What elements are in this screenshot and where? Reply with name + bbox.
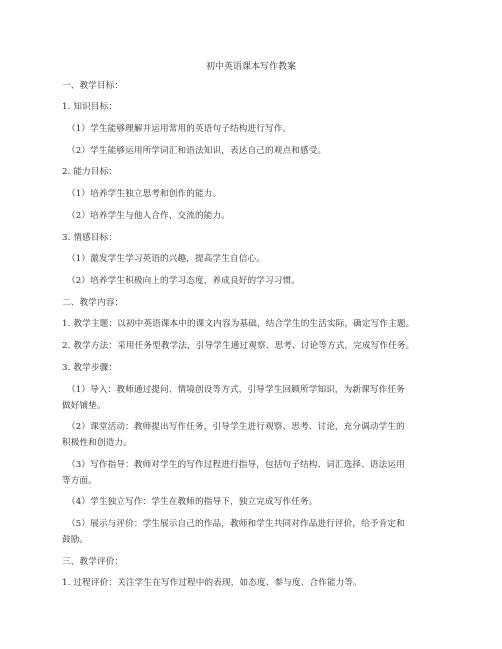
- text-line: 积极性和创造力。: [62, 438, 132, 448]
- text-line: 1. 教学主题：以初中英语课本中的课文内容为基础，结合学生的生活实际，确定写作主题。: [62, 319, 415, 329]
- text-line: （2）培养学生与他人合作、交流的能力。: [67, 211, 231, 221]
- section-heading-objectives: 一、教学目标：: [62, 81, 124, 91]
- document-title: 初中英语课本写作教案: [205, 62, 296, 72]
- subheading-knowledge: 1. 知识目标：: [62, 102, 118, 112]
- text-line: 鼓励。: [62, 535, 89, 545]
- text-line: （2）学生能够运用所学词汇和语法知识，表达自己的观点和感受。: [67, 146, 327, 156]
- text-line: 做好铺垫。: [62, 401, 106, 411]
- text-line: 2. 教学方法：采用任务型教学法，引导学生通过观察、思考、讨论等方式，完成写作任务。: [62, 341, 415, 351]
- section-heading-content: 二、教学内容：: [62, 298, 124, 308]
- text-line: （3）写作指导：教师对学生的写作过程进行指导，包括句子结构、词汇选择、语法运用: [67, 460, 405, 470]
- section-heading-evaluation: 三、教学评价：: [62, 557, 124, 567]
- text-line: （4）学生独立写作：学生在教师的指导下，独立完成写作任务。: [67, 497, 318, 507]
- text-line: （1）激发学生学习英语的兴趣，提高学生自信心。: [67, 254, 265, 264]
- subheading-ability: 2. 能力目标：: [62, 167, 118, 177]
- text-line: 1. 过程评价：关注学生在写作过程中的表现，如态度、参与度、合作能力等。: [62, 578, 362, 588]
- text-line: （1）学生能够理解并运用常用的英语句子结构进行写作。: [67, 124, 292, 134]
- subheading-steps: 3. 教学步骤：: [62, 363, 118, 373]
- text-line: （1）导入：教师通过提问、情境创设等方式，引导学生回顾所学知识，为新课写作任务: [67, 385, 405, 395]
- subheading-emotion: 3. 情感目标：: [62, 233, 118, 243]
- text-line: （5）展示与评价：学生展示自己的作品，教师和学生共同对作品进行评价，给予肯定和: [67, 519, 405, 529]
- text-line: （2）课堂活动：教师提出写作任务，引导学生进行观察、思考、讨论，充分调动学生的: [67, 422, 405, 432]
- text-line: 等方面。: [62, 476, 97, 486]
- text-line: （2）培养学生积极向上的学习态度，养成良好的学习习惯。: [67, 276, 300, 286]
- text-line: （1）培养学生独立思考和创作的能力。: [67, 189, 222, 199]
